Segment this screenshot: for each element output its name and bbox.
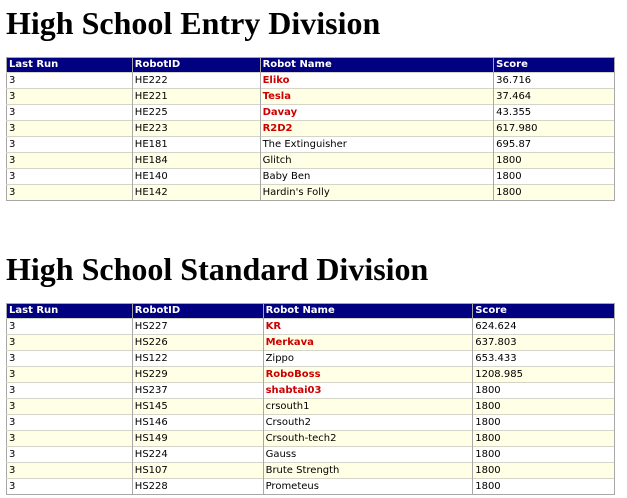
cell-robot-name: Hardin's Folly [260, 185, 494, 201]
table-row [7, 447, 615, 463]
column-header-robot-id: RobotID [132, 58, 260, 73]
cell-robot-id: HS146 [132, 415, 263, 431]
cell-last-run: 3 [7, 185, 133, 201]
section-title: High School Standard Division [6, 251, 429, 287]
table-row [7, 367, 615, 383]
cell-score: 1800 [494, 153, 615, 169]
cell-robot-id: HS107 [132, 463, 263, 479]
cell-score: 36.716 [494, 73, 615, 89]
cell-robot-id: HE184 [132, 153, 260, 169]
column-header-robot-name: Robot Name [263, 304, 473, 319]
table-row [7, 463, 615, 479]
column-header-robot-name: Robot Name [260, 58, 494, 73]
cell-robot-name: Eliko [260, 73, 494, 89]
cell-robot-id: HS145 [132, 399, 263, 415]
cell-robot-id: HS226 [132, 335, 263, 351]
cell-robot-id: HS224 [132, 447, 263, 463]
cell-robot-name: Prometeus [263, 479, 473, 495]
cell-robot-id: HS228 [132, 479, 263, 495]
cell-last-run: 3 [7, 105, 133, 121]
cell-last-run: 3 [7, 121, 133, 137]
cell-robot-id: HS122 [132, 351, 263, 367]
cell-score: 1800 [473, 479, 615, 495]
cell-score: 1800 [494, 185, 615, 201]
table-header-row [7, 304, 615, 319]
table-row [7, 185, 615, 201]
table-row [7, 479, 615, 495]
standard-division-section [6, 251, 615, 495]
table-row [7, 169, 615, 185]
cell-last-run: 3 [7, 335, 133, 351]
cell-last-run: 3 [7, 351, 133, 367]
table-row [7, 121, 615, 137]
cell-score: 43.355 [494, 105, 615, 121]
cell-robot-name: Crsouth-tech2 [263, 431, 473, 447]
table-row [7, 73, 615, 89]
cell-robot-id: HE221 [132, 89, 260, 105]
cell-robot-id: HS149 [132, 431, 263, 447]
section-title: High School Entry Division [6, 5, 381, 41]
table-row [7, 431, 615, 447]
cell-robot-name: The Extinguisher [260, 137, 494, 153]
cell-robot-id: HS229 [132, 367, 263, 383]
cell-robot-id: HE181 [132, 137, 260, 153]
table-row [7, 89, 615, 105]
cell-last-run: 3 [7, 479, 133, 495]
table-row [7, 105, 615, 121]
cell-robot-id: HE225 [132, 105, 260, 121]
cell-robot-name: Tesla [260, 89, 494, 105]
column-header-last-run: Last Run [7, 304, 133, 319]
cell-score: 1800 [473, 463, 615, 479]
cell-last-run: 3 [7, 73, 133, 89]
cell-robot-name: shabtai03 [263, 383, 473, 399]
cell-robot-name: R2D2 [260, 121, 494, 137]
cell-last-run: 3 [7, 89, 133, 105]
cell-robot-name: RoboBoss [263, 367, 473, 383]
column-header-robot-id: RobotID [132, 304, 263, 319]
cell-robot-name: Baby Ben [260, 169, 494, 185]
cell-last-run: 3 [7, 399, 133, 415]
cell-last-run: 3 [7, 431, 133, 447]
cell-robot-name: Merkava [263, 335, 473, 351]
cell-score: 1800 [473, 447, 615, 463]
cell-score: 1800 [473, 431, 615, 447]
cell-robot-id: HE223 [132, 121, 260, 137]
table-body [7, 73, 615, 201]
cell-last-run: 3 [7, 415, 133, 431]
cell-last-run: 3 [7, 463, 133, 479]
cell-robot-name: Davay [260, 105, 494, 121]
cell-score: 1800 [494, 169, 615, 185]
cell-last-run: 3 [7, 447, 133, 463]
cell-score: 617.980 [494, 121, 615, 137]
cell-score: 1800 [473, 383, 615, 399]
cell-robot-name: KR [263, 319, 473, 335]
table-row [7, 399, 615, 415]
cell-score: 653.433 [473, 351, 615, 367]
cell-last-run: 3 [7, 153, 133, 169]
cell-last-run: 3 [7, 169, 133, 185]
table-row [7, 153, 615, 169]
cell-robot-id: HE142 [132, 185, 260, 201]
cell-robot-name: Brute Strength [263, 463, 473, 479]
cell-robot-name: Crsouth2 [263, 415, 473, 431]
cell-last-run: 3 [7, 367, 133, 383]
cell-score: 1800 [473, 415, 615, 431]
cell-robot-id: HE222 [132, 73, 260, 89]
table-row [7, 351, 615, 367]
table-body [7, 319, 615, 495]
column-header-last-run: Last Run [7, 58, 133, 73]
cell-score: 1208.985 [473, 367, 615, 383]
cell-score: 37.464 [494, 89, 615, 105]
cell-score: 695.87 [494, 137, 615, 153]
cell-robot-name: Gauss [263, 447, 473, 463]
cell-last-run: 3 [7, 383, 133, 399]
cell-last-run: 3 [7, 319, 133, 335]
table-row [7, 137, 615, 153]
cell-score: 1800 [473, 399, 615, 415]
cell-robot-id: HE140 [132, 169, 260, 185]
cell-robot-name: crsouth1 [263, 399, 473, 415]
results-table [6, 57, 615, 201]
table-row [7, 383, 615, 399]
cell-robot-name: Glitch [260, 153, 494, 169]
column-header-score: Score [473, 304, 615, 319]
entry-division-section [6, 5, 615, 201]
table-row [7, 415, 615, 431]
cell-score: 624.624 [473, 319, 615, 335]
column-header-score: Score [494, 58, 615, 73]
table-header-row [7, 58, 615, 73]
table-row [7, 335, 615, 351]
cell-robot-id: HS237 [132, 383, 263, 399]
table-row [7, 319, 615, 335]
cell-robot-id: HS227 [132, 319, 263, 335]
cell-last-run: 3 [7, 137, 133, 153]
cell-robot-name: Zippo [263, 351, 473, 367]
cell-score: 637.803 [473, 335, 615, 351]
results-table [6, 303, 615, 495]
